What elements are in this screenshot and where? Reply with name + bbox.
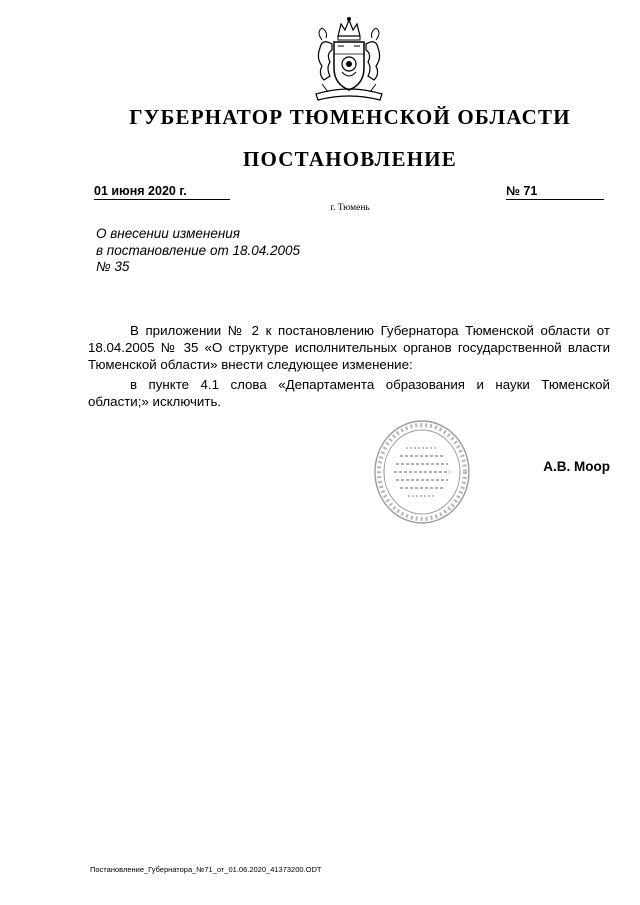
body-paragraph: в пункте 4.1 слова «Департамента образования и науки Тюменской области;» исключить. — [88, 377, 610, 409]
signer-name: А.В. Моор — [543, 459, 610, 474]
official-seal-icon — [372, 418, 472, 526]
document-number: № 71 — [506, 184, 604, 200]
subject-line: О внесении изменения — [96, 226, 241, 241]
document-date: 01 июня 2020 г. — [94, 184, 230, 200]
document-subject — [96, 226, 356, 276]
file-footer: Постановление_Губернатора_№71_от_01.06.2020_41373200.ODT — [90, 865, 322, 874]
coat-of-arms-icon — [308, 14, 390, 104]
document-type-title: ПОСТАНОВЛЕНИЕ — [242, 147, 458, 171]
subject-line: № 35 — [96, 259, 130, 274]
document-city: г. Тюмень — [330, 203, 370, 213]
subject-line: в постановление от 18.04.2005 — [96, 242, 301, 258]
authority-title: ГУБЕРНАТОР ТЮМЕНСКОЙ ОБЛАСТИ — [129, 105, 571, 129]
document-body — [88, 322, 610, 410]
body-paragraph: В приложении № 2 к постановлению Губернатора Тюменской области от 18.04.2005 № 35 «О структуре исполнительных органов государственной власти Тюменской области» внести следующее изменение: — [88, 323, 610, 372]
